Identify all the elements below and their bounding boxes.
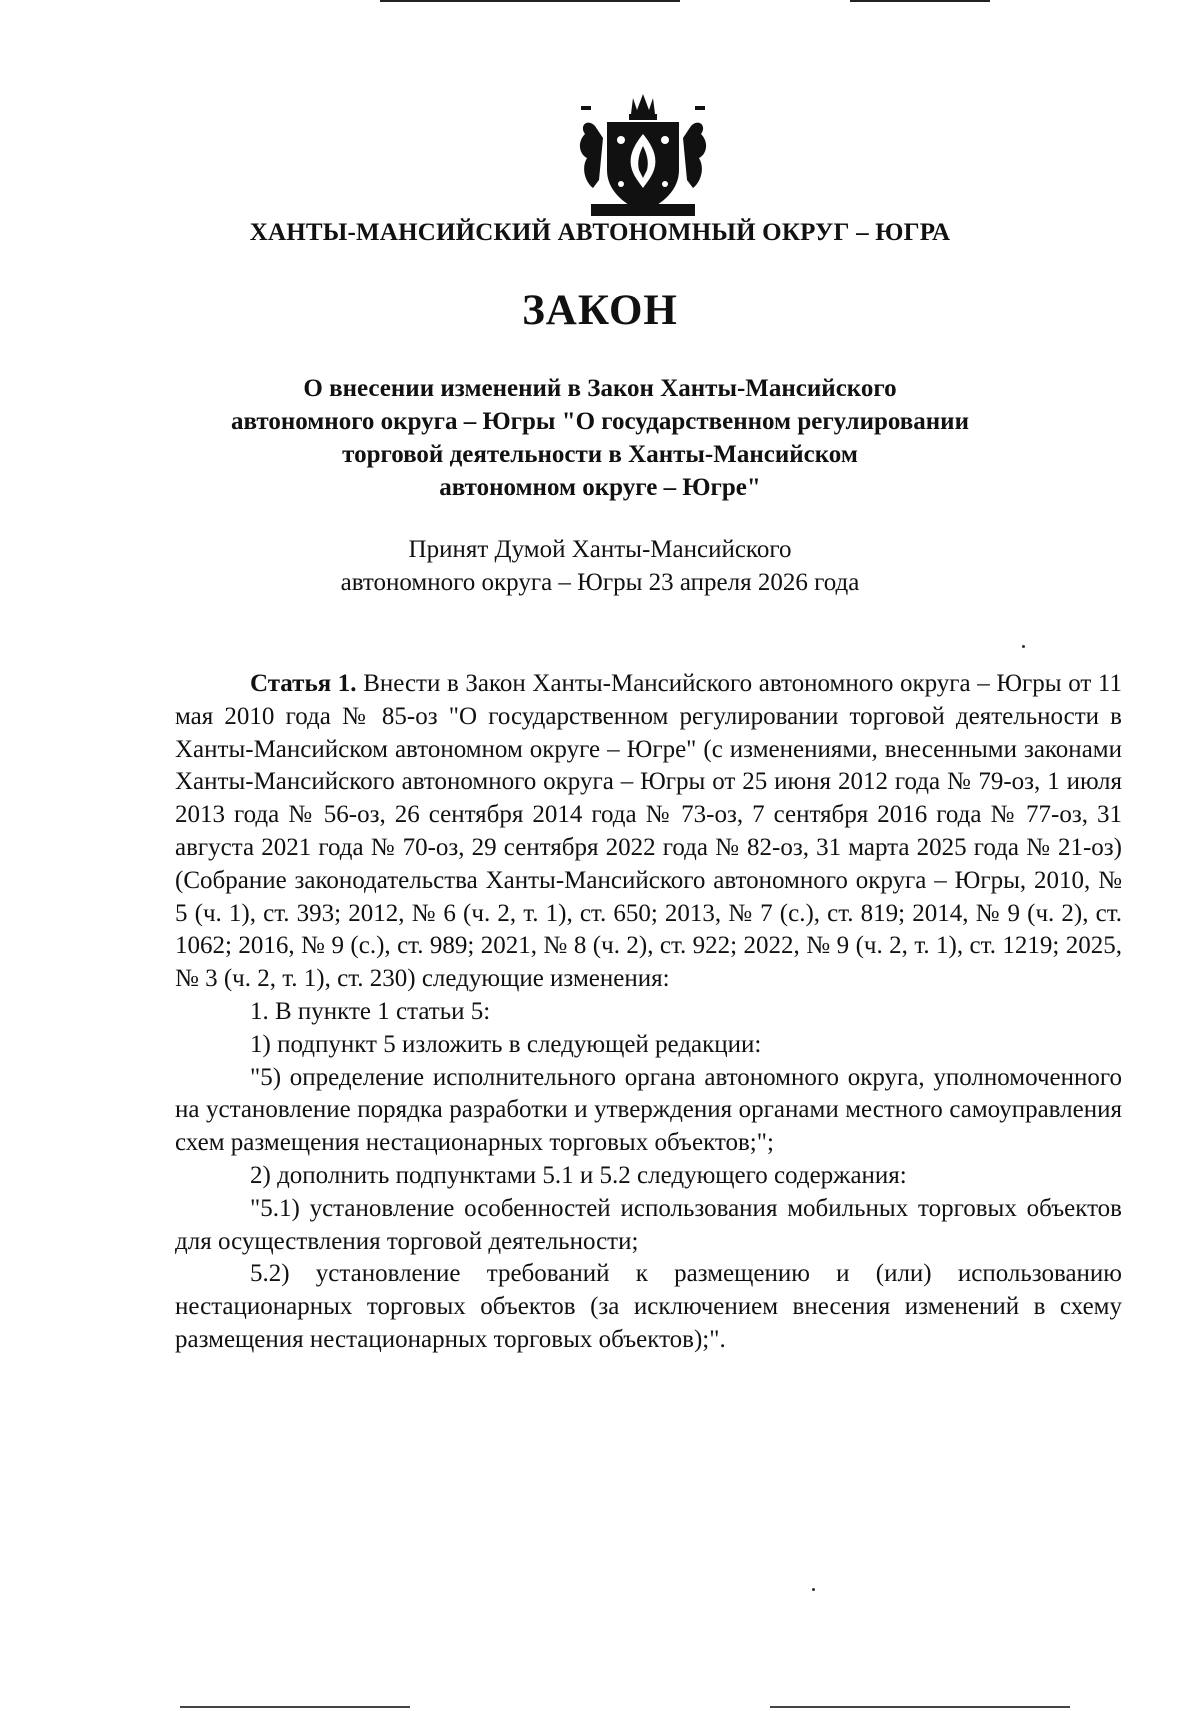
quote-subpoint-5-1: "5.1) установление особенностей использования мобильных торговых объектов для осуществления торговой деятельности;	[175, 1194, 1122, 1255]
subject-line: торговой деятельности в Ханты-Мансийском	[342, 441, 858, 468]
law-subject	[0, 372, 1200, 504]
scan-edge-bottom	[770, 1706, 1070, 1708]
adoption-line: автономного округа – Югры 23 апреля 2026 года	[340, 569, 860, 596]
quote-subpoint-5-2: 5.2) установление требований к размещению и (или) использованию нестационарных торговых объектов (за исключением внесения изменений в схему размещения нестационарных торговых объектов);".	[175, 1260, 1122, 1353]
scan-edge-bottom	[180, 1706, 410, 1708]
scan-edge-top	[380, 0, 680, 2]
subject-line: О внесении изменений в Закон Ханты-Мансийского	[303, 375, 897, 402]
article-heading: Статья 1.	[250, 670, 357, 697]
adoption-line: Принят Думой Ханты-Мансийского	[408, 536, 792, 563]
coat-of-arms-icon	[573, 92, 713, 224]
item-1: 1. В пункте 1 статьи 5:	[250, 997, 491, 1025]
article-1	[175, 668, 1122, 1357]
region-title: ХАНТЫ-МАНСИЙСКИЙ АВТОНОМНЫЙ ОКРУГ – ЮГРА	[249, 219, 951, 246]
document-type-title: ЗАКОН	[522, 287, 678, 334]
adoption-note	[0, 533, 1200, 599]
subitem-1: 1) подпункт 5 изложить в следующей редакции:	[250, 1030, 762, 1058]
article-1-intro	[175, 668, 1122, 996]
scan-speck	[1022, 645, 1025, 648]
article-intro-text: Внести в Закон Ханты-Мансийского автономного округа – Югры от 11 мая 2010 года № 85-оз "О государственном регулировании торговой деятельности в Ханты-Мансийском автономном округе – Югре" (с изменениями, внесенными законами Ханты-Мансийского автономного округа – Югры от 25 июня 2012 года № 79-оз, 1 июля 2013 года № 56-оз, 26 сентября 2014 года № 73-оз, 7 сентября 2016 года № 77-оз, 31 августа 2021 года № 70-оз, 29 сентября 2022 года № 82-оз, 31 марта 2025 года № 21-оз) (Собрание законодательства Ханты-Мансийского автономного округа – Югры, 2010, № 5 (ч. 1), ст. 393; 2012, № 6 (ч. 2, т. 1), ст. 650; 2013, № 7 (с.), ст. 819; 2014, № 9 (ч. 2), ст. 1062; 2016, № 9 (с.), ст. 989; 2021, № 8 (ч. 2), ст. 922; 2022, № 9 (ч. 2, т. 1), ст. 1219; 2025, № 3 (ч. 2, т. 1), ст. 230) следующие изменения:	[175, 670, 1123, 993]
subject-line: автономном округе – Югре"	[439, 474, 761, 501]
subitem-2: 2) дополнить подпунктами 5.1 и 5.2 следующего содержания:	[250, 1161, 907, 1189]
quote-subpoint-5: "5) определение исполнительного органа автономного округа, уполномоченного на установление порядка разработки и утверждения органами местного самоуправления схем размещения нестационарных торговых объектов;";	[175, 1063, 1122, 1157]
subject-line: автономного округа – Югры "О государственном регулировании	[231, 408, 969, 435]
scan-edge-top	[850, 0, 990, 2]
scan-speck	[812, 1588, 815, 1591]
